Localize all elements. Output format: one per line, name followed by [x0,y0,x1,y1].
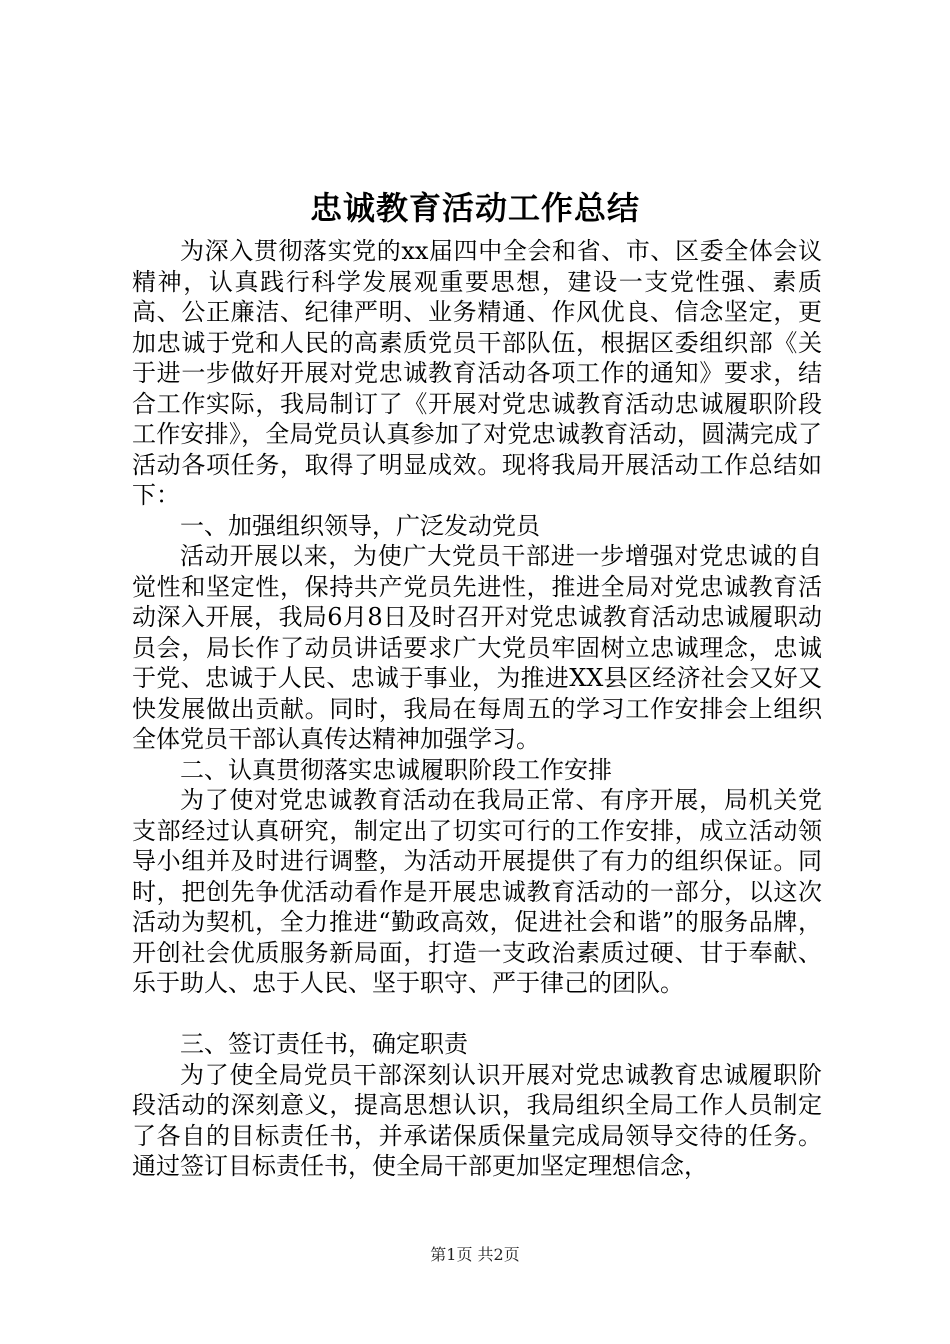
document-title: 忠诚教育活动工作总结 [309,189,640,227]
page-footer: 第1页 共2页 [430,1245,520,1264]
section-1-paragraph: 活动开展以来，为使广大党员干部进一步增强对党忠诚的自觉性和坚定性，保持共产党员先进性，推进全局对党忠诚教育活动深入开展，我局6月8日及时召开对党忠诚教育活动忠诚履职动员会，局长作了动员讲话要求广大党员牢固树立忠诚理念，忠诚于党、忠诚于人民、忠诚于事业，为推进XX县区经济社会又好又快发展做出贡献。同时，我局在每周五的学习工作安排会上组织全体党员干部认真传达精神加强学习。 [132,542,822,753]
intro-paragraph: 为深入贯彻落实党的xx届四中全会和省、市、区委全体会议精神，认真践行科学发展观重要思想，建设一支党性强、素质高、公正廉洁、纪律严明、业务精通、作风优良、信念坚定，更加忠诚于党和人民的高素质党员干部队伍，根据区委组织部《关于进一步做好开展对党忠诚教育活动各项工作的通知》要求，结合工作实际，我局制订了《开展对党忠诚教育活动忠诚履职阶段工作安排》，全局党员认真参加了对党忠诚教育活动，圆满完成了活动各项任务，取得了明显成效。现将我局开展活动工作总结如下： [132,237,822,509]
document-body [132,236,822,1182]
section-3-paragraph: 为了使全局党员干部深刻认识开展对党忠诚教育忠诚履职阶段活动的深刻意义，提高思想认识，我局组织全局工作人员制定了各自的目标责任书，并承诺保质保量完成局领导交待的任务。通过签订目标责任书，使全局干部更加坚定理想信念， [132,1060,822,1180]
section-2-heading: 二、认真贯彻落实忠诚履职阶段工作安排 [180,755,612,784]
section-3-heading: 三、签订责任书，确定职责 [180,1030,468,1058]
section-2-paragraph: 为了使对党忠诚教育活动在我局正常、有序开展，局机关党支部经过认真研究，制定出了切实可行的工作安排，成立活动领导小组并及时进行调整，为活动开展提供了有力的组织保证。同时，把创先争优活动看作是开展忠诚教育活动的一部分，以这次活动为契机，全力推进“勤政高效，促进社会和谐”的服务品牌，开创社会优质服务新局面，打造一支政治素质过硬、甘于奉献、乐于助人、忠于人民、坚于职守、严于律己的团队。 [132,786,822,997]
section-1-heading: 一、加强组织领导，广泛发动党员 [180,511,540,540]
blank-line [132,999,822,1030]
